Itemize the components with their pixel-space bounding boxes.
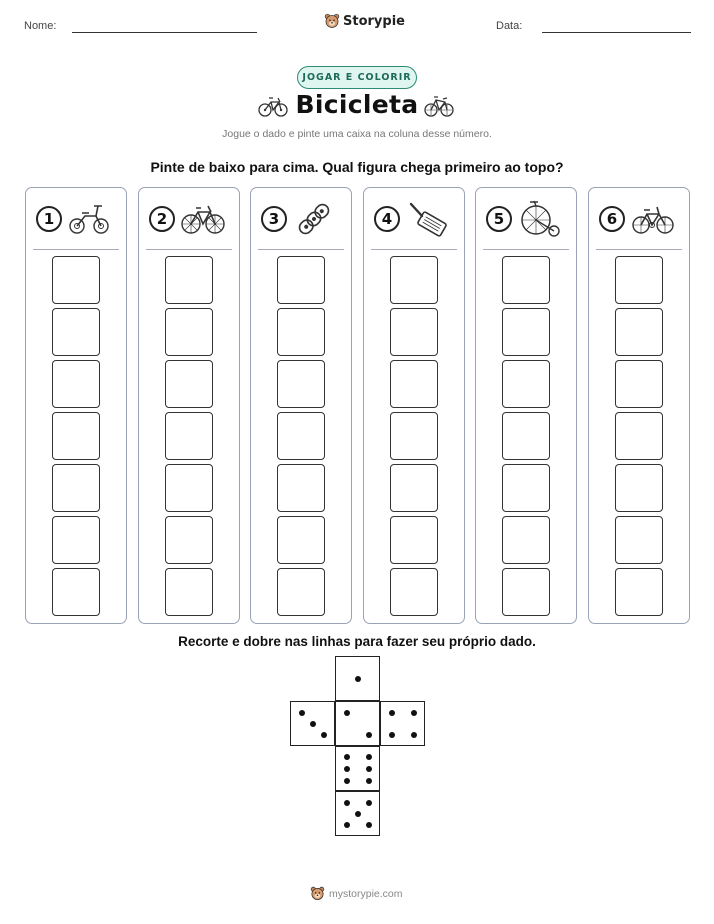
color-box[interactable] xyxy=(502,360,550,408)
color-box[interactable] xyxy=(615,360,663,408)
die-pip xyxy=(366,766,372,772)
color-box[interactable] xyxy=(390,308,438,356)
color-box[interactable] xyxy=(52,464,100,512)
column-number: 5 xyxy=(486,206,512,232)
kids-bike-icon xyxy=(631,200,675,238)
bike-pedal-icon xyxy=(406,200,448,238)
die-pip xyxy=(344,800,350,806)
color-box[interactable] xyxy=(390,360,438,408)
penny-farthing-icon xyxy=(518,200,560,238)
color-box[interactable] xyxy=(52,360,100,408)
color-box[interactable] xyxy=(277,568,325,616)
column-number: 4 xyxy=(374,206,400,232)
color-box[interactable] xyxy=(502,256,550,304)
color-box[interactable] xyxy=(390,516,438,564)
color-box[interactable] xyxy=(165,516,213,564)
die-pip xyxy=(321,732,327,738)
column-number: 1 xyxy=(36,206,62,232)
die-face-3 xyxy=(290,701,335,746)
die-face-5 xyxy=(335,791,380,836)
color-box[interactable] xyxy=(277,256,325,304)
color-box[interactable] xyxy=(165,412,213,460)
column-divider xyxy=(371,249,457,250)
die-pip xyxy=(344,778,350,784)
color-box[interactable] xyxy=(165,568,213,616)
color-box[interactable] xyxy=(277,464,325,512)
column-5 xyxy=(475,187,577,624)
color-box[interactable] xyxy=(277,412,325,460)
color-box[interactable] xyxy=(615,412,663,460)
dice-instruction: Recorte e dobre nas linhas para fazer seu próprio dado. xyxy=(178,634,536,649)
die-pip xyxy=(366,754,372,760)
color-box[interactable] xyxy=(52,412,100,460)
column-divider xyxy=(33,249,119,250)
name-label: Nome: xyxy=(24,20,57,32)
footer xyxy=(310,886,403,901)
color-box[interactable] xyxy=(615,256,663,304)
column-divider xyxy=(258,249,344,250)
die-pip xyxy=(344,822,350,828)
die-pip xyxy=(411,710,417,716)
color-box[interactable] xyxy=(615,464,663,512)
color-box[interactable] xyxy=(52,568,100,616)
column-number: 2 xyxy=(149,206,175,232)
die-pip xyxy=(366,732,372,738)
die-pip xyxy=(411,732,417,738)
column-6 xyxy=(588,187,690,624)
die-pip xyxy=(344,766,350,772)
subtitle: Jogue o dado e pinte uma caixa na coluna desse número. xyxy=(222,128,492,140)
die-face-2 xyxy=(335,701,380,746)
color-box[interactable] xyxy=(52,256,100,304)
die-pip xyxy=(366,778,372,784)
color-box[interactable] xyxy=(277,308,325,356)
color-box[interactable] xyxy=(165,308,213,356)
date-line xyxy=(542,32,691,33)
color-box[interactable] xyxy=(277,360,325,408)
bicycle-icon xyxy=(181,200,225,238)
color-box[interactable] xyxy=(615,568,663,616)
color-box[interactable] xyxy=(52,516,100,564)
color-box[interactable] xyxy=(390,412,438,460)
color-box[interactable] xyxy=(615,308,663,356)
logo-text: Storypie xyxy=(343,13,405,29)
die-pip xyxy=(366,800,372,806)
column-divider xyxy=(483,249,569,250)
color-box[interactable] xyxy=(502,568,550,616)
color-box[interactable] xyxy=(502,308,550,356)
die-pip xyxy=(389,732,395,738)
color-box[interactable] xyxy=(390,256,438,304)
column-2 xyxy=(138,187,240,624)
color-box[interactable] xyxy=(502,412,550,460)
storypie-logo xyxy=(324,13,405,29)
die-face-4 xyxy=(380,701,425,746)
column-number: 3 xyxy=(261,206,287,232)
balance-bike-icon xyxy=(68,200,110,238)
activity-badge: JOGAR E COLORIR xyxy=(297,66,417,89)
column-divider xyxy=(596,249,682,250)
page-title: Bicicleta xyxy=(295,90,419,119)
bike-chain-icon xyxy=(293,200,335,238)
color-box[interactable] xyxy=(52,308,100,356)
bicycle-icon xyxy=(424,92,454,118)
game-instruction: Pinte de baixo para cima. Qual figura chega primeiro ao topo? xyxy=(150,159,564,175)
column-divider xyxy=(146,249,232,250)
color-box[interactable] xyxy=(165,360,213,408)
die-pip xyxy=(344,710,350,716)
bear-mascot-icon xyxy=(310,886,325,901)
color-box[interactable] xyxy=(615,516,663,564)
column-4 xyxy=(363,187,465,624)
color-box[interactable] xyxy=(165,464,213,512)
column-3 xyxy=(250,187,352,624)
die-pip xyxy=(355,676,361,682)
column-1 xyxy=(25,187,127,624)
color-box[interactable] xyxy=(277,516,325,564)
die-pip xyxy=(389,710,395,716)
die-face-1 xyxy=(335,656,380,701)
die-pip xyxy=(310,721,316,727)
die-pip xyxy=(299,710,305,716)
color-box[interactable] xyxy=(165,256,213,304)
die-pip xyxy=(366,822,372,828)
column-number: 6 xyxy=(599,206,625,232)
bear-mascot-icon xyxy=(324,13,340,29)
date-label: Data: xyxy=(496,20,523,32)
die-pip xyxy=(355,811,361,817)
die-face-6 xyxy=(335,746,380,791)
color-box[interactable] xyxy=(502,516,550,564)
color-box[interactable] xyxy=(502,464,550,512)
name-line xyxy=(72,32,257,33)
die-pip xyxy=(344,754,350,760)
color-box[interactable] xyxy=(390,464,438,512)
footer-url[interactable]: mystorypie.com xyxy=(329,887,403,900)
color-box[interactable] xyxy=(390,568,438,616)
